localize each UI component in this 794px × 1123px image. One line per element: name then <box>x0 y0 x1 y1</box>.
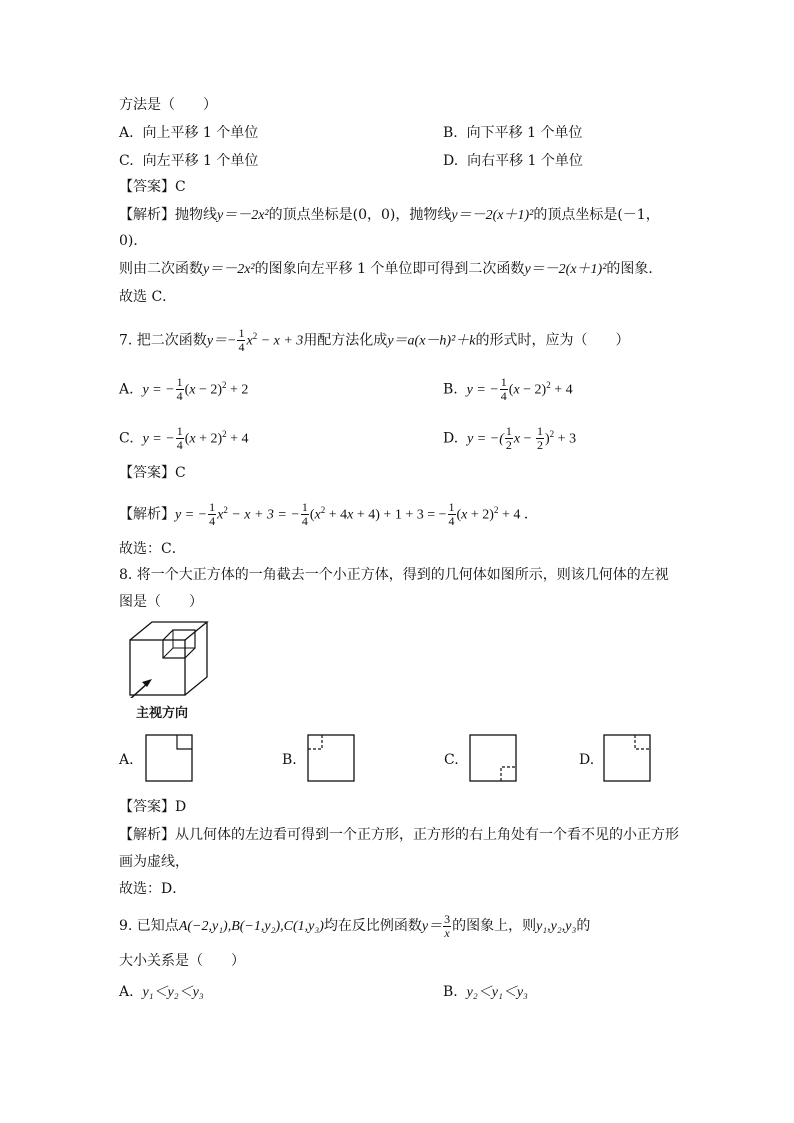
q9-option-b: B. y₂＜y₁＜y₃ <box>443 984 528 1000</box>
q6-analysis-line-2: 0)． <box>119 233 148 249</box>
q8-option-a-label: A. <box>119 752 134 768</box>
q6-analysis-line-3: 则由二次函数y＝－2x²的图象向左平移 1 个单位即可得到二次函数y＝－2(x＋1)²的图象． <box>119 261 663 277</box>
figure-caption: 主视方向 <box>136 706 189 721</box>
q8-option-d-label: D. <box>579 752 595 768</box>
q7-option-c: C. y = − $\frac{1}{4}$ $(x + 2)^2 + 4$ <box>119 424 249 453</box>
q8-option-c-label: C. <box>444 752 459 768</box>
q8-conclusion: 故选：D． <box>119 881 187 897</box>
q7-option-a: A. y = − $\frac{1}{4}$ $(x - 2)^2 + 2$ <box>119 375 249 404</box>
q8-option-d-figure <box>603 734 651 782</box>
q6-answer: 【答案】C <box>119 179 186 195</box>
q6-option-a: A. 向上平移 1 个单位 <box>119 125 259 141</box>
q6-option-b: B. 向下平移 1 个单位 <box>443 125 583 141</box>
question-stem-continuation: 方法是（ ） <box>119 97 217 113</box>
q9-option-a: A. y₁＜y₂＜y₃ <box>119 984 204 1000</box>
q8-analysis-line-2: 画为虚线， <box>119 854 189 870</box>
q7-option-b: B. y = − $\frac{1}{4}$ $(x - 2)^2 + 4$ <box>443 375 573 404</box>
q9-stem: 9. 已知点A(−2,y₁),B(−1,y₂),C(1,y₃)均在反比例函数y＝ $\frac{3}{x}$ 的图象上，则y₁,y₂,y₃的 <box>119 911 591 940</box>
q7-analysis: 【解析】y = − $\frac{1}{4}$ $x^2 - x + 3$ = − $\frac{1}{4}$ $(x^2 + 4x + 4) + 1 + 3$ = − $\frac{1}{4}$ $(x + 2)^2 + 4$ ． <box>119 500 538 529</box>
q7-option-d: D. y = −( $\frac{1}{2}$ x − $\frac{1}{2}$ )$^2$ + 3 <box>443 424 577 453</box>
q6-conclusion: 故选 C． <box>119 289 177 305</box>
q7-stem: 7. 把二次函数y＝− $\frac{1}{4}$ $x^2 - x + 3$用配方法化成y＝a(x－h)²＋k的形式时，应为（ ） <box>119 326 630 355</box>
q6-option-d: D. 向右平移 1 个单位 <box>443 153 583 169</box>
q8-analysis-line-1: 【解析】从几何体的左边看可得到一个正方形，正方形的右上角处有一个看不见的小正方形 <box>119 827 679 843</box>
q6-analysis-line-1: 【解析】抛物线y＝－2x²的顶点坐标是(0，0)，抛物线y＝－2(x＋1)²的顶点坐标是(－1， <box>119 207 660 223</box>
q8-option-b-label: B. <box>282 752 297 768</box>
q9-stem-line-2: 大小关系是（ ） <box>119 953 245 969</box>
q8-option-c-figure <box>469 734 517 782</box>
q8-answer: 【答案】D <box>119 799 187 815</box>
q8-option-a-figure <box>145 734 193 782</box>
q7-conclusion: 故选：C． <box>119 541 186 557</box>
q8-stem-line-1: 8. 将一个大正方体的一角截去一个小正方体，得到的几何体如图所示，则该几何体的左视 <box>119 567 669 583</box>
q8-option-b-figure <box>307 734 355 782</box>
q8-cube-figure <box>125 618 215 698</box>
q6-option-c: C. 向左平移 1 个单位 <box>119 153 259 169</box>
q8-stem-line-2: 图是（ ） <box>119 594 203 610</box>
q7-answer: 【答案】C <box>119 465 186 481</box>
